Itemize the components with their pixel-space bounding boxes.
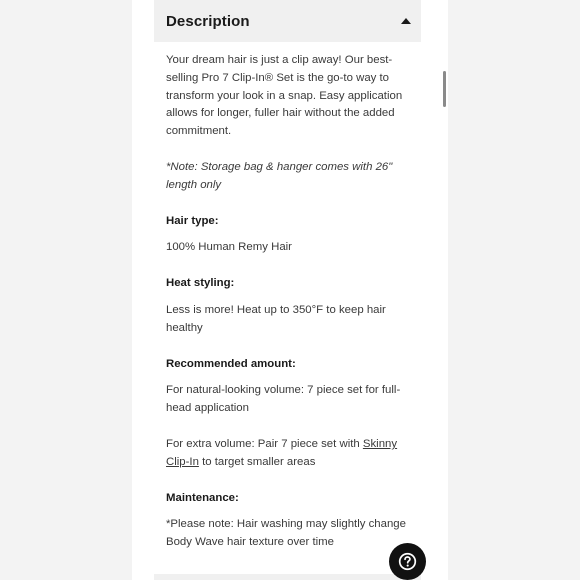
description-title: Description [166, 12, 250, 30]
next-accordion-header[interactable] [154, 574, 421, 580]
product-details-panel [132, 0, 448, 580]
heat-styling-heading: Heat styling: [166, 277, 235, 290]
question-circle-icon [398, 552, 417, 571]
natural-volume-text: For natural-looking volume: 7 piece set for full-head application [166, 384, 401, 415]
description-intro: Your dream hair is just a clip away! Our best-selling Pro 7 Clip-In® Set is the go-to way to transform your look in a snap. Easy application allows for longer, fuller hair without the added commitment. [166, 54, 403, 138]
caret-up-icon[interactable] [401, 18, 411, 24]
heat-styling-text: Less is more! Heat up to 350°F to keep hair healthy [166, 303, 386, 334]
help-button[interactable] [389, 543, 426, 580]
description-content [166, 52, 414, 570]
extra-volume-text-before: For extra volume: Pair 7 piece set with [166, 437, 363, 450]
description-accordion-header[interactable] [154, 0, 421, 42]
scrollbar-thumb[interactable] [443, 71, 446, 107]
maintenance-text: *Please note: Hair washing may slightly change Body Wave hair texture over time [166, 518, 406, 549]
hair-type-heading: Hair type: [166, 214, 219, 227]
extra-volume-text-after: to target smaller areas [198, 455, 316, 468]
storage-note: *Note: Storage bag & hanger comes with 26" length only [166, 160, 393, 191]
extra-volume-text [166, 436, 414, 472]
skinny-clip-in-link[interactable]: Skinny Clip-In [166, 437, 398, 468]
hair-type-text: 100% Human Remy Hair [166, 241, 292, 254]
maintenance-heading: Maintenance: [166, 491, 239, 504]
recommended-amount-heading: Recommended amount: [166, 357, 296, 370]
